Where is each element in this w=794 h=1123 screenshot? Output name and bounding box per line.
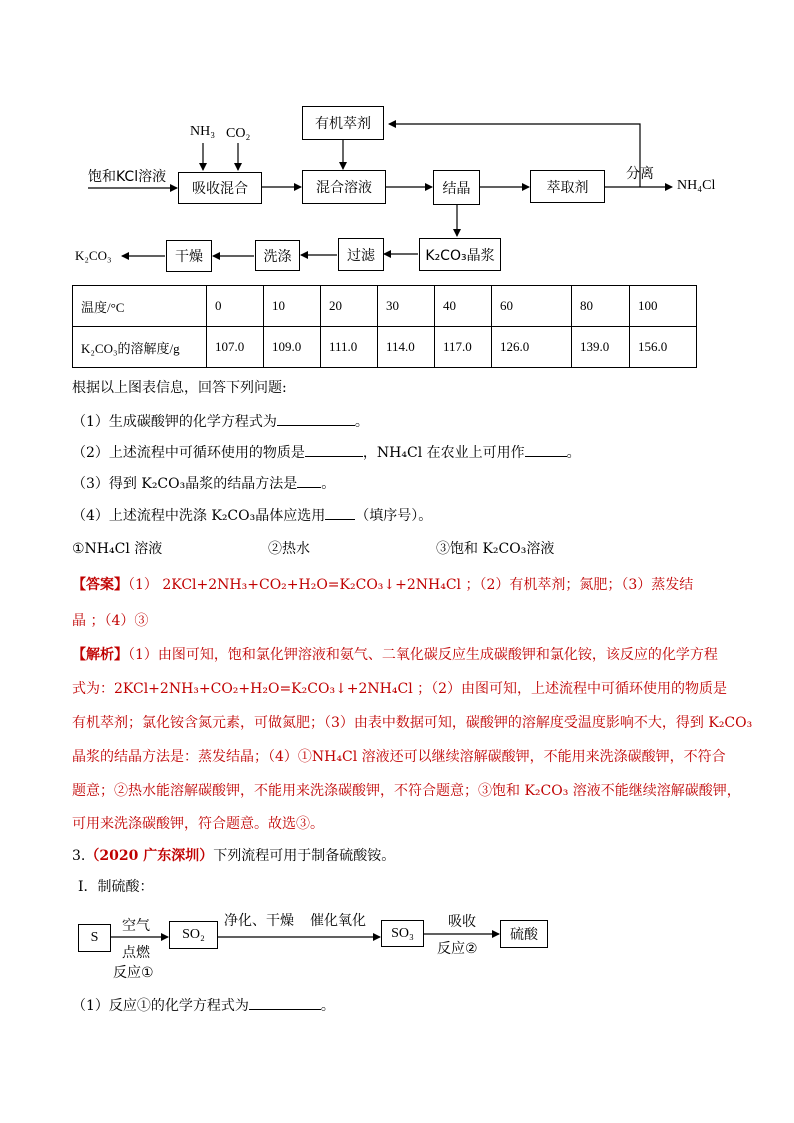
part-1-heading: I．制硫酸： (78, 879, 154, 895)
absorb-mix-box: 吸收混合 (178, 172, 262, 204)
dry-box: 干燥 (166, 240, 212, 272)
table-cell: 111.0 (321, 327, 378, 368)
analysis-line-6: 可用来洗涤碳酸钾，符合题意。故选③。 (72, 816, 324, 832)
table-cell: 0 (207, 286, 264, 327)
nh4cl-output-label: NH₄Cl (677, 178, 716, 193)
extractant-box: 萃取剂 (530, 170, 605, 203)
crystallize-box: 结晶 (433, 170, 480, 205)
air-label: 空气 (122, 918, 150, 934)
sulfur-box: S (78, 924, 111, 952)
k2co3-slurry-box: K₂CO₃晶浆 (419, 238, 501, 271)
questions-intro: 根据以上图表信息，回答下列问题: (72, 380, 287, 396)
organic-extractant-box: 有机萃剂 (302, 106, 384, 140)
table-row-header: 温度/°C (73, 286, 207, 327)
table-cell: 80 (572, 286, 630, 327)
separation-label: 分离 (626, 166, 654, 182)
table-cell: 20 (321, 286, 378, 327)
problem-source: （2020 广东深圳） (85, 848, 214, 864)
so3-box: SO₃ (381, 920, 424, 947)
table-cell: 126.0 (492, 327, 572, 368)
catalytic-oxidation-label: 催化氧化 (310, 913, 366, 929)
table-cell: 40 (435, 286, 492, 327)
nh3-label: NH₃ (190, 124, 216, 139)
analysis-line-2: 式为：2KCl+2NH₃+CO₂+H₂O=K₂CO₃↓+2NH₄Cl ；（2）由图可知，上述流程中可循环使用的物质是 (72, 681, 728, 697)
co2-label: CO₂ (226, 126, 251, 141)
ignite-label: 点燃 (122, 945, 150, 961)
question-1: （1）生成碳酸钾的化学方程式为 。 (72, 414, 369, 430)
table-cell: 60 (492, 286, 572, 327)
kcl-input-label: 饱和KCl溶液 (88, 169, 167, 185)
answer-line-2: 晶 ；（4）③ (72, 613, 149, 629)
answer-blank[interactable] (249, 1009, 321, 1010)
mixed-solution-box: 混合溶液 (302, 170, 386, 204)
table-cell: 117.0 (435, 327, 492, 368)
so2-box: SO₂ (169, 921, 218, 949)
table-row-header: K₂CO₃的溶解度/g (73, 327, 207, 368)
reaction-2-label: 反应② (437, 941, 478, 957)
k2co3-output-label: K₂CO₃ (75, 248, 112, 263)
purify-dry-label: 净化、干燥 (224, 913, 294, 929)
option-3: ③饱和 K₂CO₃溶液 (436, 541, 555, 557)
table-cell: 30 (378, 286, 435, 327)
table-cell: 114.0 (378, 327, 435, 368)
question-4: （4）上述流程中洗涤 K₂CO₃晶体应选用 （填序号）。 (72, 508, 433, 524)
problem-3-stem: 3.（2020 广东深圳）下列流程可用于制备硫酸铵。 (72, 848, 396, 864)
wash-box: 洗涤 (255, 240, 300, 271)
filter-box: 过滤 (338, 238, 384, 271)
answer-tag: 【答案】 (72, 577, 128, 593)
table-cell: 100 (630, 286, 697, 327)
answer-line-1: 【答案】（1） 2KCl+2NH₃+CO₂+H₂O=K₂CO₃↓+2NH₄Cl ；（2）有机萃剂；氮肥；（3）蒸发结 (72, 577, 694, 593)
table-cell: 10 (264, 286, 321, 327)
reaction-1-label: 反应① (113, 965, 154, 981)
question-2: （2）上述流程中可循环使用的物质是 ，NH₄Cl 在农业上可用作 。 (72, 445, 581, 461)
table-cell: 156.0 (630, 327, 697, 368)
problem-3-question-1: （1）反应①的化学方程式为 。 (72, 998, 335, 1014)
question-3: （3）得到 K₂CO₃晶浆的结晶方法是 。 (72, 476, 336, 492)
option-1: ①NH₄Cl 溶液 (72, 541, 163, 557)
table-cell: 139.0 (572, 327, 630, 368)
absorb-label: 吸收 (448, 914, 476, 930)
problem-number: 3. (72, 848, 86, 864)
sulfuric-acid-box: 硫酸 (500, 920, 548, 948)
analysis-line-4: 晶浆的结晶方法是：蒸发结晶；（4）①NH₄Cl 溶液还可以继续溶解碳酸钾，不能用来洗涤碳酸钾，不符合 (72, 749, 726, 765)
analysis-tag: 【解析】 (72, 647, 128, 663)
analysis-line-3: 有机萃剂；氯化铵含氮元素，可做氮肥；（3）由表中数据可知，碳酸钾的溶解度受温度影响不大，得到 K₂CO₃ (72, 715, 753, 731)
table-cell: 109.0 (264, 327, 321, 368)
option-2: ②热水 (268, 541, 310, 557)
table-cell: 107.0 (207, 327, 264, 368)
analysis-line-5: 题意；②热水能溶解碳酸钾，不能用来洗涤碳酸钾，不符合题意；③饱和 K₂CO₃ 溶液不能继续溶解碳酸钾， (72, 783, 741, 799)
analysis-line-1: 【解析】（1）由图可知，饱和氯化钾溶液和氨气、二氧化碳反应生成碳酸钾和氯化铵，该反应的化学方程 (72, 647, 718, 663)
